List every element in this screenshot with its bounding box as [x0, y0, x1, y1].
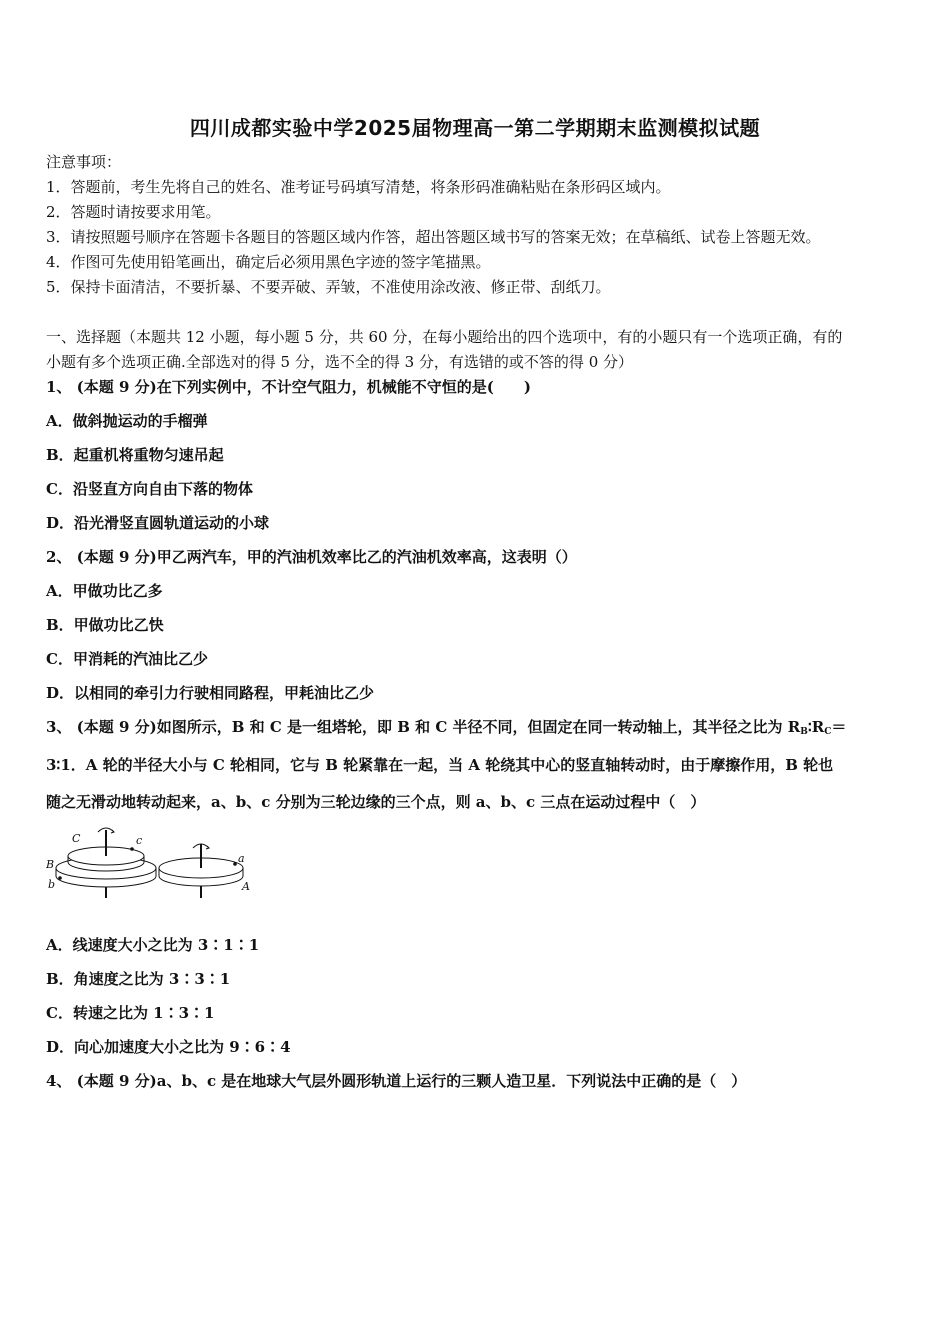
q3-sub-b: B [800, 727, 808, 737]
q3-option-d: D．向心加速度大小之比为 9∶6∶4 [46, 1038, 291, 1056]
section-heading-line1: 一、选择题（本题共 12 小题，每小题 5 分，共 60 分，在每小题给出的四个选项中，有的小题只有一个选项正确，有的 [46, 328, 843, 346]
tower-wheel-figure [46, 822, 256, 902]
figure-label-point-b: b [48, 878, 56, 891]
question-3-stem-line3: 随之无滑动地转动起来，a、b、c 分别为三轮边缘的三个点，则 a、b、c 三点在运动过程中（ ） [46, 793, 706, 811]
q1-option-a: A．做斜抛运动的手榴弹 [46, 412, 208, 430]
q1-option-c: C．沿竖直方向自由下落的物体 [46, 480, 253, 498]
notice-item: 1．答题前，考生先将自己的姓名、准考证号码填写清楚，将条形码准确粘贴在条形码区域内。 [46, 178, 671, 196]
figure-label-a-wheel: A [242, 880, 250, 893]
question-3-stem-line1 [46, 717, 846, 742]
notice-item: 2．答题时请按要求用笔。 [46, 203, 221, 221]
section-heading-line2: 小题有多个选项正确.全部选对的得 5 分，选不全的得 3 分，有选错的或不答的得 0 分） [46, 353, 634, 371]
notice-item: 4．作图可先使用铅笔画出，确定后必须用黑色字迹的签字笔描黑。 [46, 253, 491, 271]
q3-stem-text: 3、 (本题 9 分)如图所示，B 和 C 是一组塔轮，即 B 和 C 半径不同，但固定在同一转动轴上，其半径之比为 R [46, 718, 801, 736]
question-1-stem: 1、 (本题 9 分)在下列实例中，不计空气阻力，机械能不守恒的是( ) [46, 378, 531, 396]
q2-option-c: C．甲消耗的汽油比乙少 [46, 650, 208, 668]
q1-option-d: D．沿光滑竖直圆轨道运动的小球 [46, 514, 270, 532]
figure-label-c-wheel: C [72, 832, 81, 845]
q3-option-b: B．角速度之比为 3∶3∶1 [46, 970, 231, 988]
q1-option-b: B．起重机将重物匀速吊起 [46, 446, 224, 464]
q3-sub-c: C [824, 727, 832, 737]
q3-option-a: A．线速度大小之比为 3∶1∶1 [46, 936, 260, 954]
page-title: 四川成都实验中学2025届物理高一第二学期期末监测模拟试题 [189, 116, 761, 140]
figure-label-b-wheel: B [46, 858, 55, 871]
figure-label-point-a: a [238, 852, 245, 865]
question-2-stem: 2、 (本题 9 分)甲乙两汽车，甲的汽油机效率比乙的汽油机效率高，这表明（） [46, 548, 577, 566]
question-4-stem: 4、 (本题 9 分)a、b、c 是在地球大气层外圆形轨道上运行的三颗人造卫星．下列说法中正确的是（ ） [46, 1072, 747, 1090]
notice-item: 5．保持卡面清洁，不要折暴、不要弄破、弄皱，不准使用涂改液、修正带、刮纸刀。 [46, 278, 611, 296]
q3-option-c: C．转速之比为 1∶3∶1 [46, 1004, 215, 1022]
q2-option-a: A．甲做功比乙多 [46, 582, 163, 600]
question-3-stem-line2: 3∶1．A 轮的半径大小与 C 轮相同，它与 B 轮紧靠在一起，当 A 轮绕其中心的竖直轴转动时，由于摩擦作用，B 轮也 [46, 756, 834, 774]
q2-option-d: D．以相同的牵引力行驶相同路程，甲耗油比乙少 [46, 684, 375, 702]
figure-label-point-c: c [136, 834, 143, 847]
notice-item: 3．请按照题号顺序在答题卡各题目的答题区域内作答，超出答题区域书写的答案无效；在草稿纸、试卷上答题无效。 [46, 228, 821, 246]
q3-eq: ＝ [831, 718, 847, 736]
q3-colon: ∶R [807, 718, 825, 736]
q2-option-b: B．甲做功比乙快 [46, 616, 164, 634]
notice-heading: 注意事项： [46, 153, 122, 171]
